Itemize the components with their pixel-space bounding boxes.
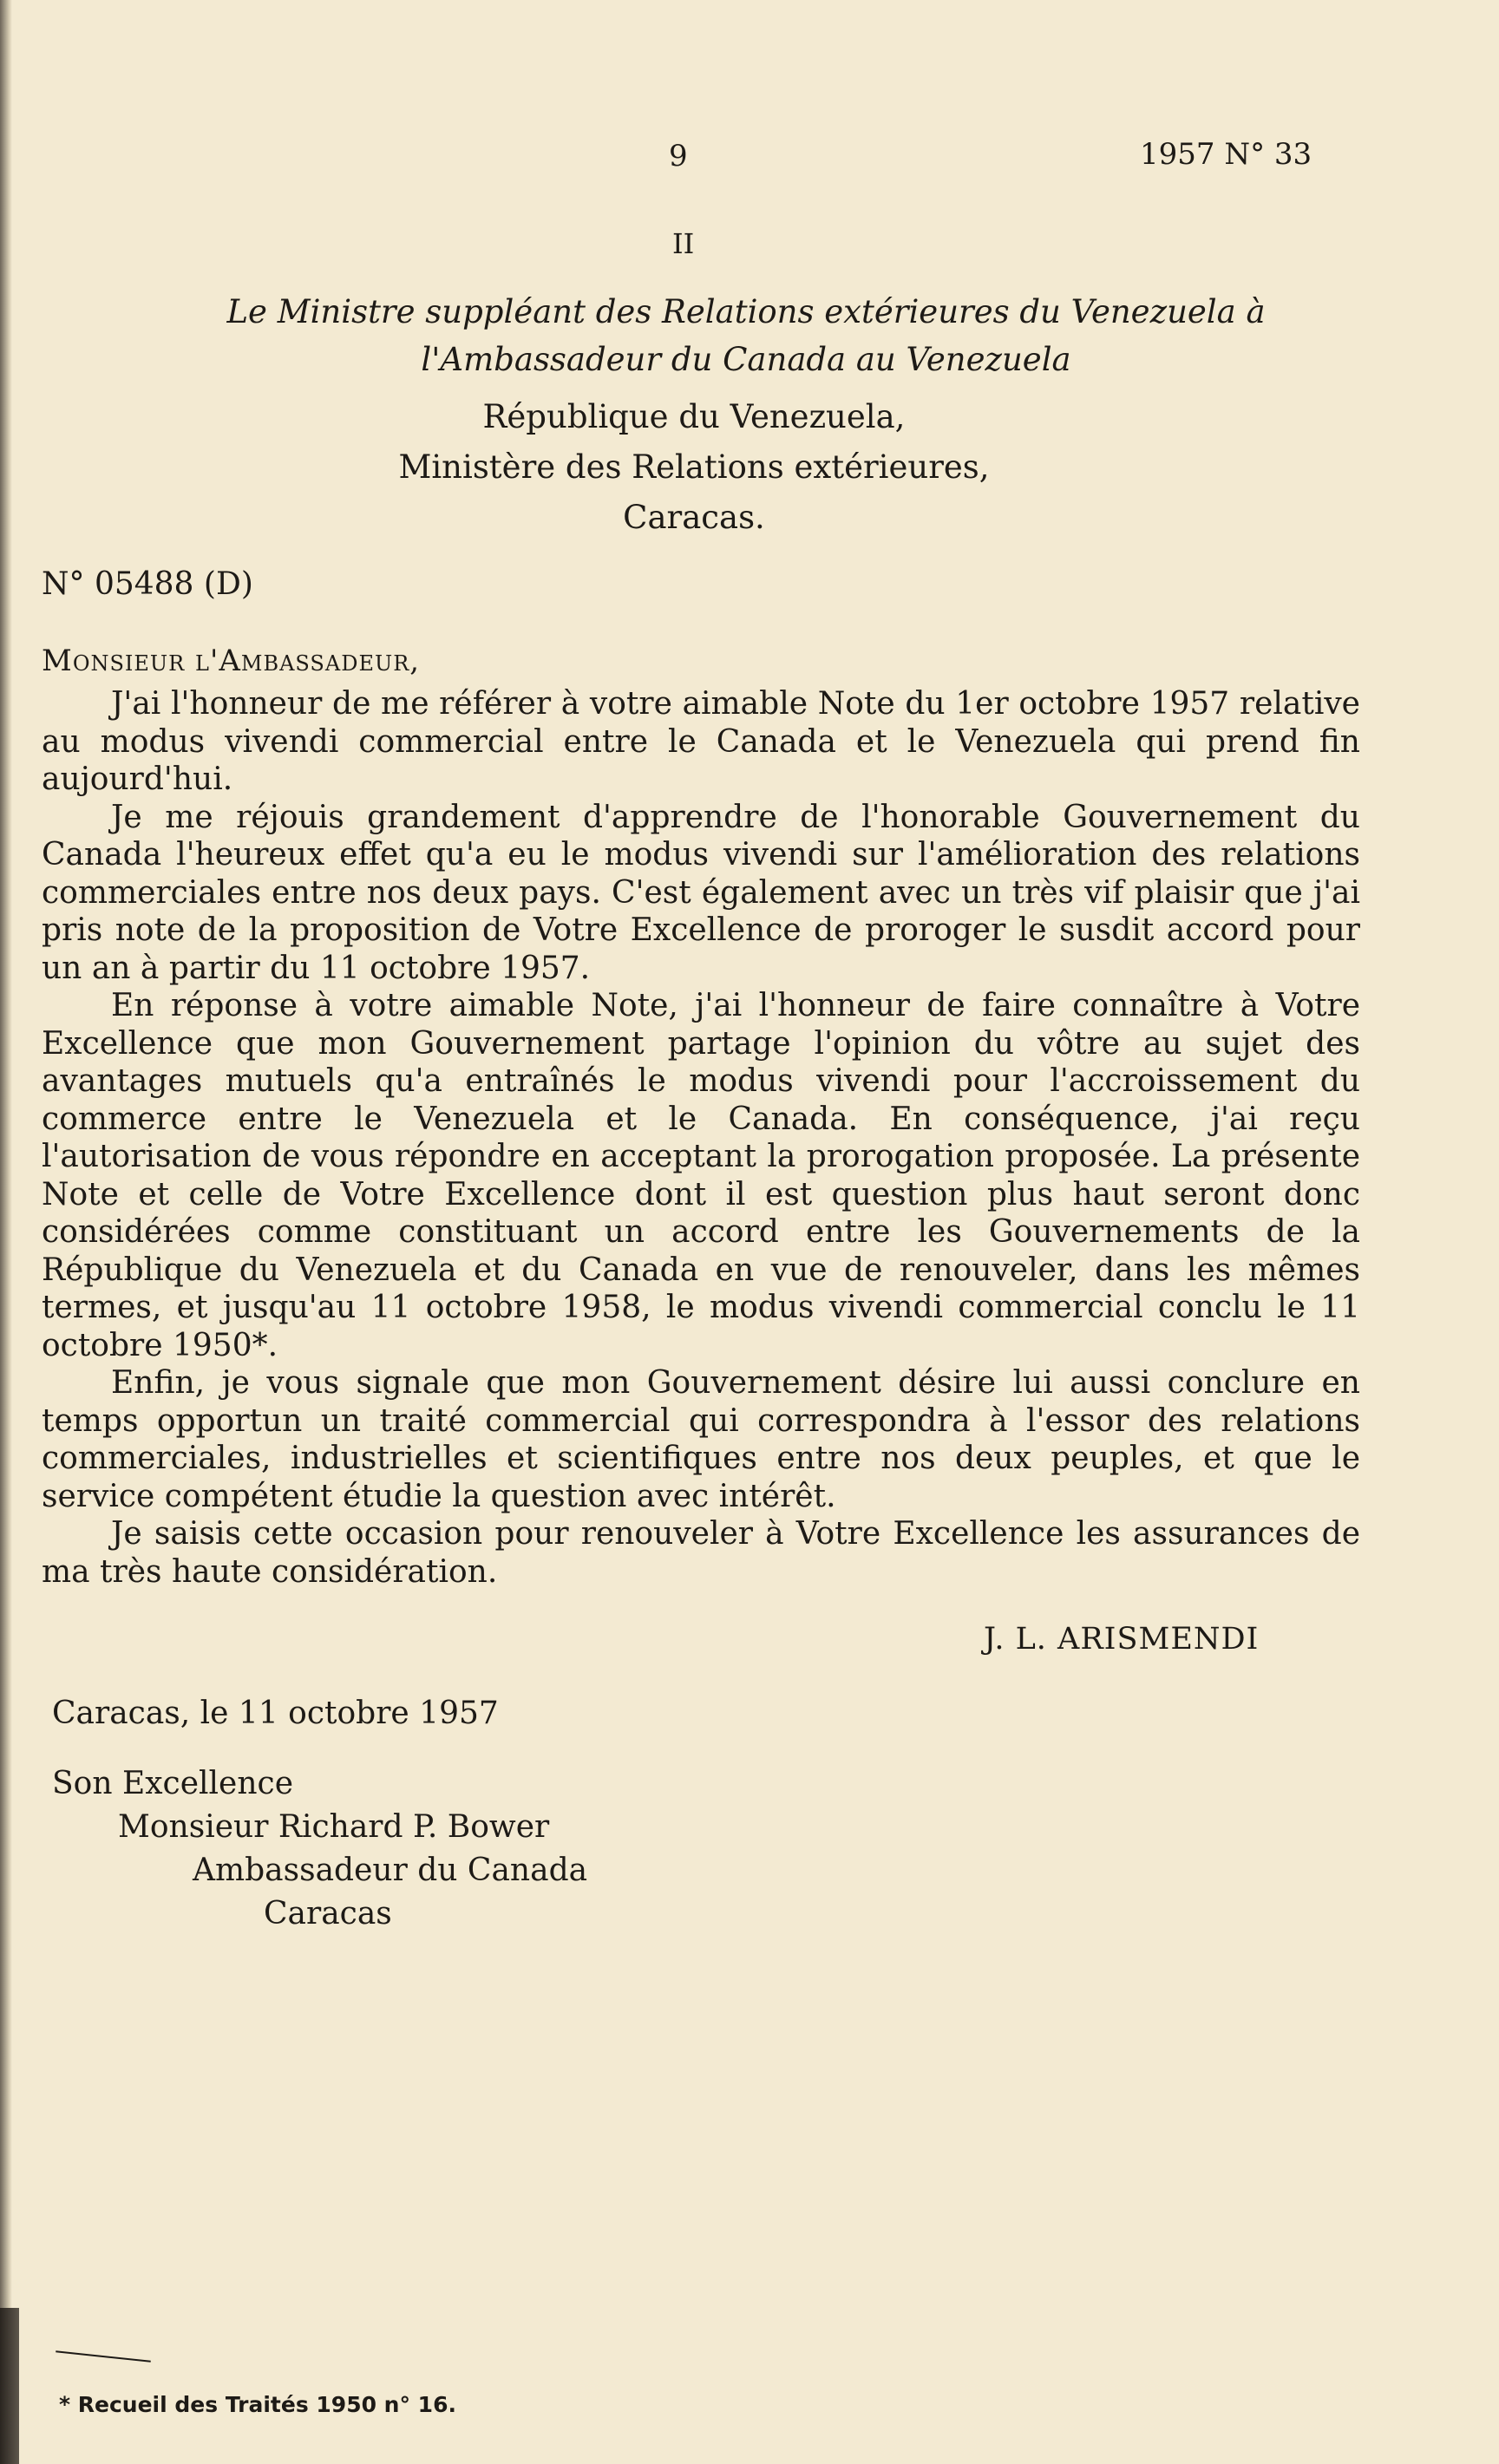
note-number: N° 05488 (D) xyxy=(42,566,253,602)
page-binding-shadow xyxy=(0,2308,19,2464)
address-line: République du Venezuela, xyxy=(482,398,906,435)
letter-body xyxy=(42,685,1360,1591)
letter-title: Le Ministre suppléant des Relations extérieures du Venezuela à l'Ambassadeur du Canada au Venezuela xyxy=(226,293,1266,378)
paragraph: Je saisis cette occasion pour renouveler à Votre Excellence les assurances de ma très haute considération. xyxy=(42,1516,1360,1590)
section-roman-numeral: II xyxy=(672,227,695,260)
footnote: * Recueil des Traités 1950 n° 16. xyxy=(59,2392,456,2417)
signature: J. L. ARISMENDI xyxy=(984,1622,1260,1657)
paragraph: Enfin, je vous signale que mon Gouvernement désire lui aussi conclure en temps opportun un traité commercial qui correspondra à l'essor des relations commerciales, industrielles et scientifiques entre nos deux peuples, et que le service compétent étudie la question avec intérêt. xyxy=(42,1365,1360,1514)
salutation: Monsieur l'Ambassadeur, xyxy=(42,644,421,678)
recipient-block xyxy=(52,1762,587,1936)
treaty-year-number: 1957 N° 33 xyxy=(1140,137,1312,172)
recipient-line: Caracas xyxy=(264,1896,392,1931)
recipient-line: Ambassadeur du Canada xyxy=(193,1853,588,1888)
address-line: Caracas. xyxy=(623,499,765,536)
page-number: 9 xyxy=(669,139,688,173)
footnote-rule xyxy=(56,2350,151,2362)
paragraph: J'ai l'honneur de me référer à votre aimable Note du 1er octobre 1957 relative au modus vivendi commercial entre le Canada et le Venezuela qui prend fin aujourd'hui. xyxy=(42,686,1360,797)
paragraph: En réponse à votre aimable Note, j'ai l'honneur de faire connaître à Votre Excellence que mon Gouvernement partage l'opinion du vôtre au sujet des avantages mutuels qu'a entraînés le modus vivendi pour l'accroissement du commerce entre le Venezuela et le Canada. En conséquence, j'ai reçu l'autorisation de vous répondre en acceptant la prorogation proposée. La présente Note et celle de Votre Excellence dont il est question plus haut seront donc considérées comme constituant un accord entre les Gouvernements de la République du Venezuela et du Canada en vue de renouveler, dans les mêmes termes, et jusqu'au 11 octobre 1958, le modus vivendi commercial conclu le 11 octobre 1950*. xyxy=(42,988,1360,1363)
recipient-line: Son Excellence xyxy=(52,1766,293,1801)
paragraph: Je me réjouis grandement d'apprendre de l'honorable Gouvernement du Canada l'heureux effet qu'a eu le modus vivendi sur l'amélioration des relations commerciales entre nos deux pays. C'est également avec un très vif plaisir que j'ai pris note de la proposition de Votre Excellence de proroger le susdit accord pour un an à partir du 11 octobre 1957. xyxy=(42,799,1360,986)
address-line: Ministère des Relations extérieures, xyxy=(398,448,990,486)
recipient-line: Monsieur Richard P. Bower xyxy=(118,1809,550,1845)
sender-address xyxy=(260,392,1128,543)
page-binding-edge xyxy=(0,0,12,2464)
date-line: Caracas, le 11 octobre 1957 xyxy=(52,1696,499,1731)
